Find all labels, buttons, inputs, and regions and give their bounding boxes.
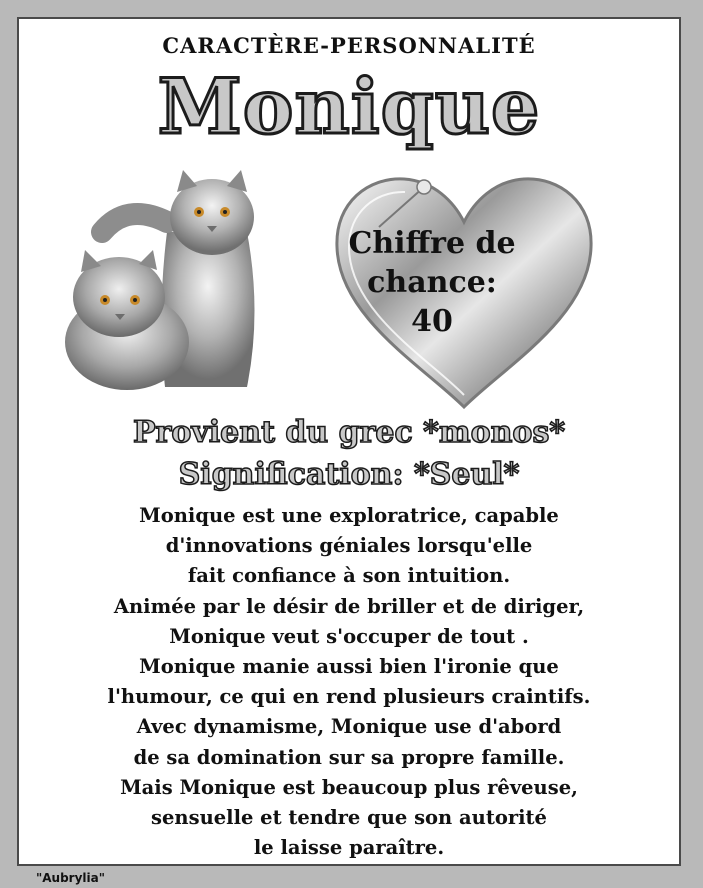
- description-line: Monique manie aussi bien l'ironie que: [139, 654, 559, 678]
- description-line: Monique veut s'occuper de tout .: [169, 624, 529, 648]
- meaning-heading: Signification: *Seul*: [178, 457, 520, 492]
- description-line: Avec dynamisme, Monique use d'abord: [136, 715, 562, 739]
- description-line: de sa domination sur sa propre famille.: [133, 745, 565, 769]
- description-line: Animée par le désir de briller et de diriger,: [113, 594, 585, 618]
- description-line: sensuelle et tendre que son autorité: [151, 805, 547, 829]
- origin-heading: Provient du grec *monos*: [132, 415, 566, 450]
- description-line: le laisse paraître.: [253, 836, 445, 860]
- name-card: [17, 17, 681, 866]
- description-line: l'humour, ce qui en rend plusieurs craintifs.: [107, 685, 591, 709]
- description-text: [19, 501, 679, 863]
- author-credit: "Aubrylia": [36, 871, 105, 885]
- lucky-number: 40: [411, 304, 453, 339]
- persian-cats-illustration: [47, 162, 277, 394]
- lucky-number-label: [337, 224, 527, 341]
- lucky-line-2: chance:: [367, 265, 497, 300]
- first-name-heading: Monique: [157, 62, 541, 151]
- description-line: d'innovations géniales lorsqu'elle: [165, 534, 533, 558]
- description-line: fait confiance à son intuition.: [187, 564, 511, 588]
- description-line: Mais Monique est beaucoup plus rêveuse,: [120, 775, 578, 799]
- description-line: Monique est une exploratrice, capable: [139, 504, 559, 527]
- lucky-line-1: Chiffre de: [348, 226, 516, 261]
- header-title: CARACTÈRE-PERSONNALITÉ: [162, 33, 536, 58]
